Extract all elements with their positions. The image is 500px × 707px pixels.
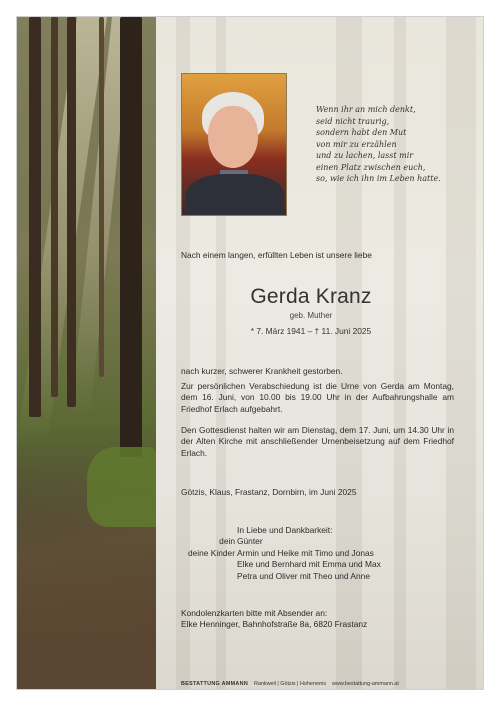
mourner-names: Petra und Oliver mit Theo und Anne <box>237 570 370 581</box>
maiden-name: geb. Muther <box>289 311 333 320</box>
mourner-names: Günter <box>237 536 263 547</box>
deceased-name: Gerda Kranz <box>250 285 372 308</box>
place-date: Götzis, Klaus, Frastanz, Dornbirn, im Juni 2025 <box>181 487 357 497</box>
farewell-text: Zur persönlichen Verabschiedung ist die Urne von Gerda am Montag, dem 16. Juni, von 10.00 bis 19.00 Uhr in der Aufbahrungshalle am Friedhof Erlach aufgebahrt. <box>181 381 454 414</box>
poem-line: von mir zu erzählen <box>316 139 397 149</box>
condolence-address: Elke Henninger, Bahnhofstraße 8a, 6820 Frastanz <box>181 619 368 630</box>
footer <box>181 681 399 687</box>
life-dates: * 7. März 1941 – † 11. Juni 2025 <box>250 326 372 336</box>
portrait-photo <box>181 73 287 216</box>
footer-locations: Rankweil | Götzis | Hohenems <box>254 681 327 687</box>
service-text: Den Gottesdienst halten wir am Dienstag, dem 17. Juni, um 14.30 Uhr in der Alten Kirche mit anschließender Urnenbeisetzung auf dem Friedhof Erlach. <box>181 425 454 458</box>
condolence-line: Kondolenzkarten bitte mit Absender an: <box>181 608 328 618</box>
mourner-names: Elke und Bernhard mit Emma und Max <box>237 559 381 570</box>
poem-line: Wenn ihr an mich denkt, <box>316 105 416 114</box>
death-notice-text: nach kurzer, schwerer Krankheit gestorben. <box>181 366 343 376</box>
mourner-names: Armin und Heike mit Timo und Jonas <box>237 547 374 558</box>
brand-logo: BESTATTUNG AMMANN <box>181 681 249 687</box>
poem-line: seid nicht traurig, <box>316 116 390 126</box>
mourners-list <box>181 525 381 582</box>
footer-website: www.bestattung-ammann.at <box>332 681 399 687</box>
condolence-info <box>181 608 367 631</box>
mourners-heading: In Liebe und Dankbarkeit: <box>237 525 333 535</box>
poem-line: einen Platz zwischen euch, <box>316 162 426 172</box>
relation-label: dein <box>219 536 235 547</box>
poem-line: so, wie ich ihn im Leben hatte. <box>316 174 441 183</box>
poem-line: und zu lachen, lasst mir <box>316 151 414 160</box>
poem-line: sondern habt den Mut <box>316 128 407 137</box>
poem <box>316 104 476 185</box>
intro-text: Nach einem langen, erfüllten Leben ist unsere liebe <box>181 250 372 260</box>
relation-label: deine Kinder <box>187 547 235 558</box>
relation-label <box>181 559 237 570</box>
forest-photo <box>17 17 156 689</box>
relation-label <box>181 571 237 582</box>
